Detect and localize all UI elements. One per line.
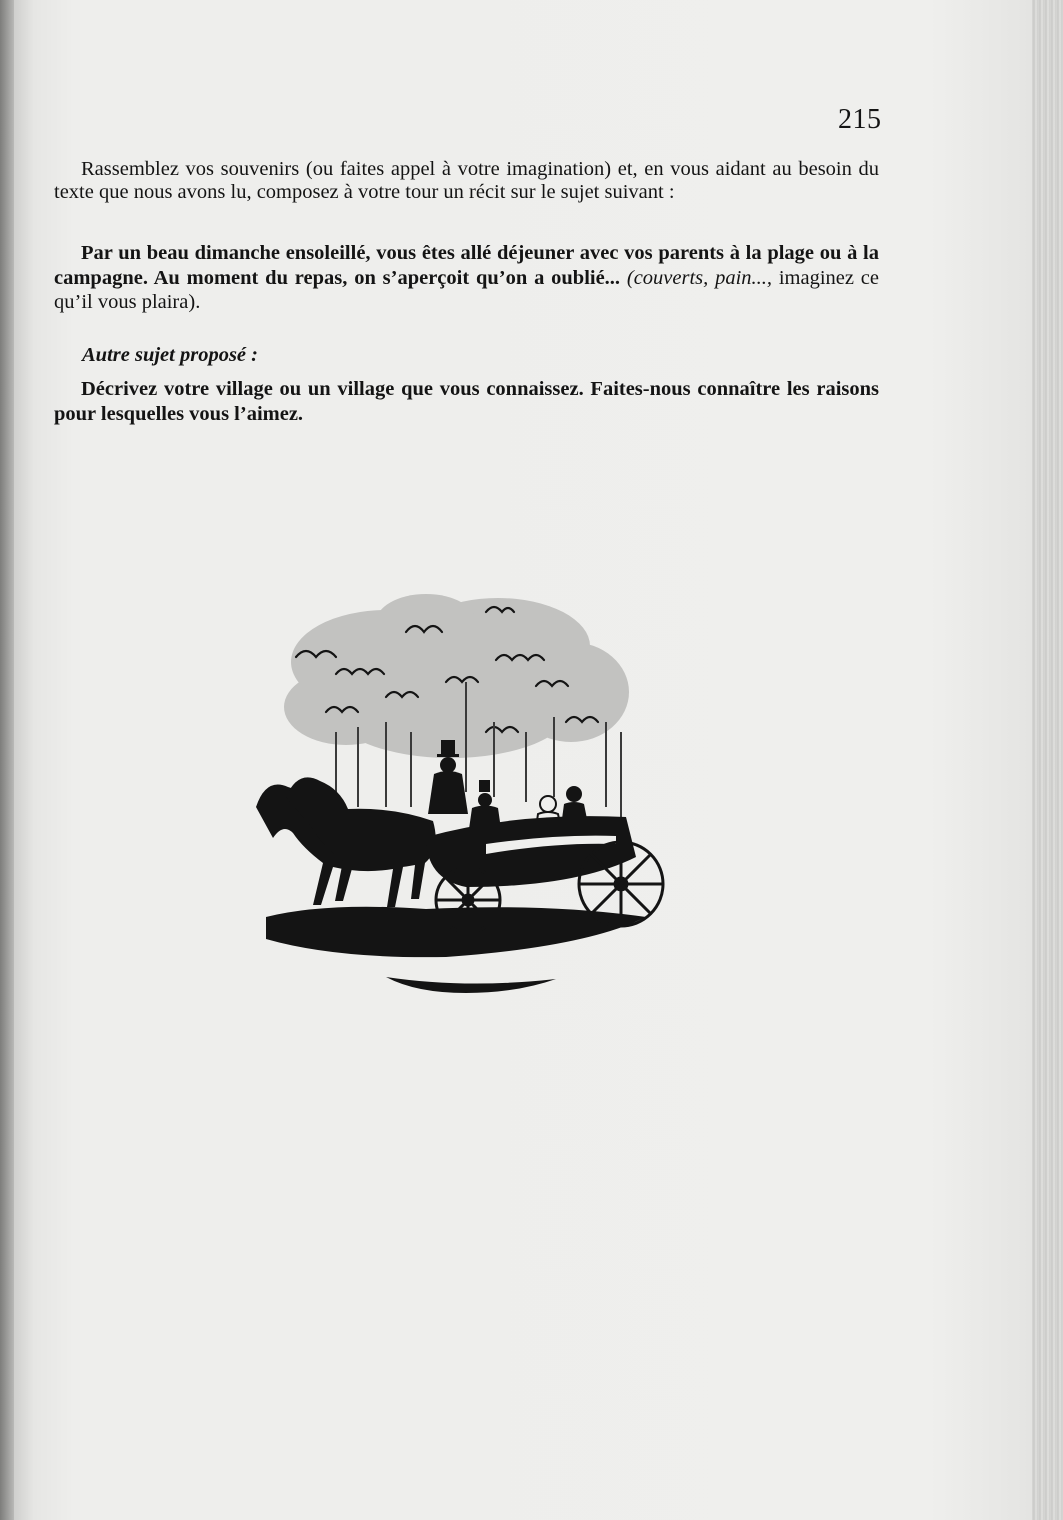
intro-text: Rassemblez vos souvenirs (ou faites appel à votre imagination) et, en vous aidant au besoin du texte que nous avons lu, composez à votre tour un récit sur le sujet suivant : [54, 158, 879, 203]
alternate-subject-title: Autre sujet proposé : [82, 344, 258, 366]
essay-subject [54, 241, 879, 315]
alternate-subject-text: Décrivez votre village ou un village que vous connaissez. Faites-nous connaître les raisons pour lesquelles vous l’aimez. [54, 378, 879, 425]
page-number: 215 [838, 104, 882, 135]
essay-hint-italic: (couverts, pain..., [626, 266, 773, 289]
page-edges [1032, 0, 1063, 1520]
horses [256, 777, 436, 907]
book-gutter [0, 0, 14, 1520]
intro-paragraph [54, 158, 879, 204]
ground-shadow [266, 907, 646, 993]
carriage-illustration [236, 582, 680, 1010]
carriage-body [426, 816, 636, 887]
essay-subject-text [54, 241, 879, 315]
essay-subject-bold: Par un beau dimanche ensoleillé, vous êtes allé déjeuner avec vos parents à la plage ou à la campagne. Au moment du repas, on s’aperçoit qu’on a oublié... [54, 242, 879, 289]
alternate-subject [54, 377, 879, 426]
essay-hint-normal: imaginez ce qu’il vous plaira). [54, 266, 879, 313]
